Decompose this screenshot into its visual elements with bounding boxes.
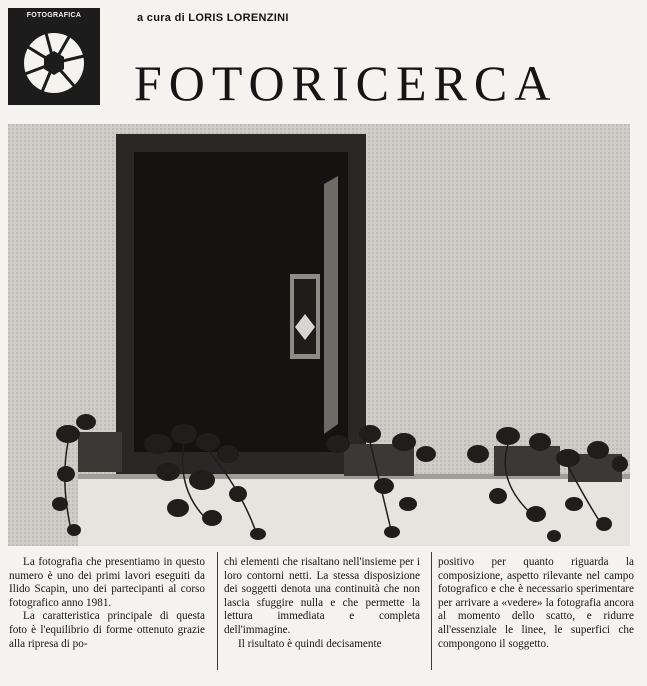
paragraph: Il risultato è quindi decisamente	[238, 637, 382, 650]
article-column-3	[438, 556, 634, 651]
paragraph: positivo per quanto riguarda la composizione, aspetto rilevante nel campo fotografico e che è necessario sperimentare per arrivare a «vedere» la fotografia ancora al momento dello scatto, e ridurre all'essenziale le linee, le superfici che compongono il soggetto.	[438, 556, 634, 650]
paragraph: La fotografia che presentiamo in questo numero è uno dei primi lavori eseguiti da Ilido Scapin, uno dei partecipanti al corso fotografico anno 1981.	[9, 556, 205, 609]
curator-credit: a cura di LORIS LORENZINI	[137, 12, 289, 24]
logo-label: FOTOGRAFICA	[26, 12, 82, 19]
column-divider	[431, 552, 432, 670]
aperture-icon	[22, 26, 86, 96]
page-title: FOTORICERCA	[134, 55, 558, 111]
paragraph: chi elementi che risaltano nell'insieme per i loro contorni netti. La stessa disposizione dei soggetti denota una continuità che non lascia sfuggire nulla e che permette la lettura immediata e completa dell'immagine.	[224, 556, 420, 636]
article-column-2	[224, 556, 420, 651]
column-divider	[217, 552, 218, 670]
window-photograph	[8, 124, 630, 546]
article-column-1	[9, 556, 205, 651]
paragraph: La caratteristica principale di questa foto è l'equilibrio di forme ottenuto grazie alla ripresa di po-	[9, 610, 205, 650]
logo-badge	[8, 8, 100, 105]
